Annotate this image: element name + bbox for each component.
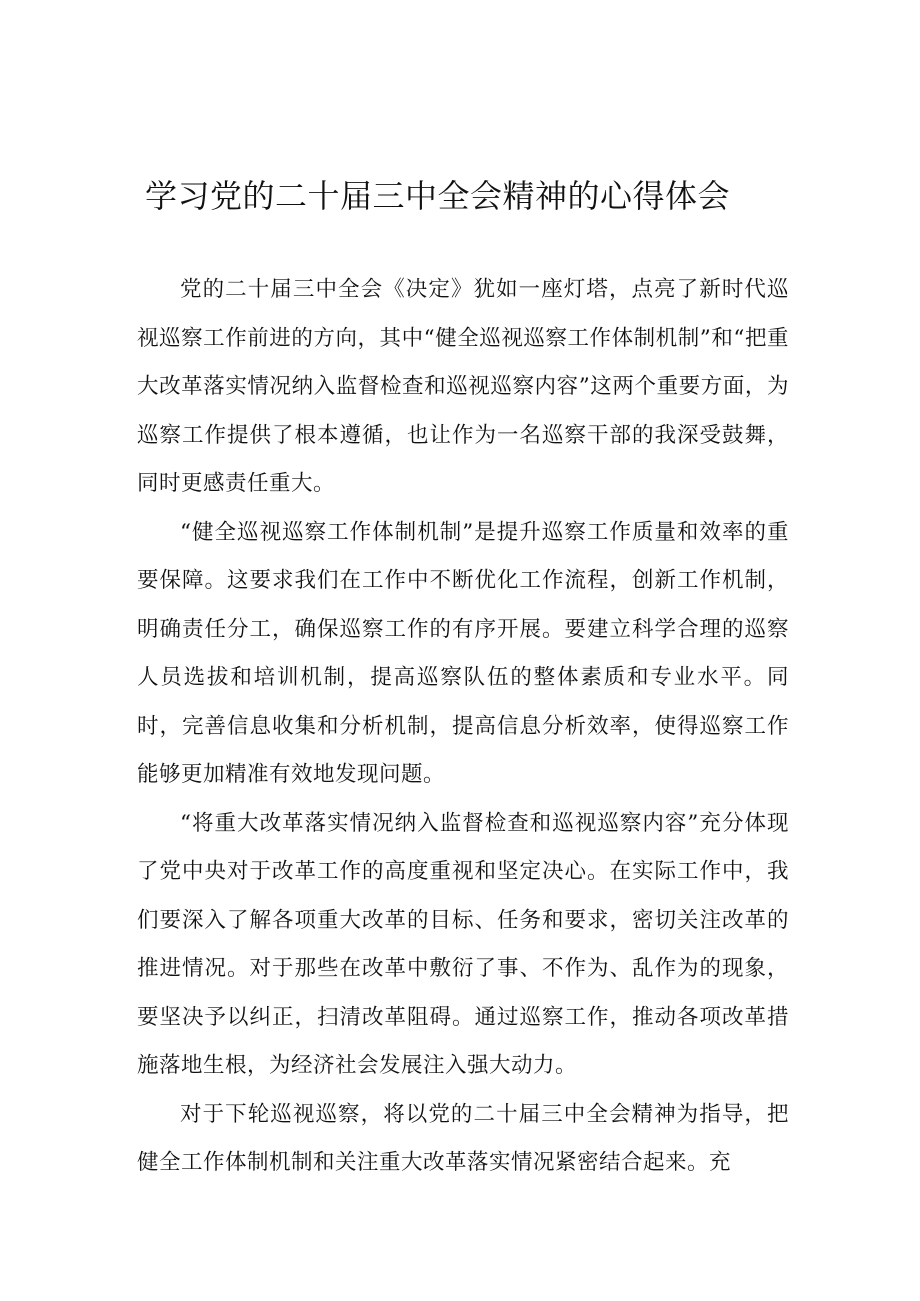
document-title: 学习党的二十届三中全会精神的心得体会	[145, 177, 731, 215]
paragraph-4: 对于下轮巡视巡察，将以党的二十届三中全会精神为指导，把健全工作体制机制和关注重大改革落实情况紧密结合起来。充	[137, 1101, 789, 1175]
paragraph-2: “健全巡视巡察工作体制机制”是提升巡察工作质量和效率的重要保障。这要求我们在工作中不断优化工作流程，创新工作机制，明确责任分工，确保巡察工作的有序开展。要建立科学合理的巡察人员选拔和培训机制，提高巡察队伍的整体素质和专业水平。同时，完善信息收集和分析机制，提高信息分析效率，使得巡察工作能够更加精准有效地发现问题。	[137, 519, 789, 787]
paragraph-3: “将重大改革落实情况纳入监督检查和巡视巡察内容”充分体现了党中央对于改革工作的高度重视和坚定决心。在实际工作中，我们要深入了解各项重大改革的目标、任务和要求，密切关注改革的推进情况。对于那些在改革中敷衍了事、不作为、乱作为的现象，要坚决予以纠正，扫清改革阻碍。通过巡察工作，推动各项改革措施落地生根，为经济社会发展注入强大动力。	[137, 810, 789, 1078]
paragraph-1: 党的二十届三中全会《决定》犹如一座灯塔，点亮了新时代巡视巡察工作前进的方向，其中“健全巡视巡察工作体制机制”和“把重大改革落实情况纳入监督检查和巡视巡察内容”这两个重要方面，为巡察工作提供了根本遵循，也让作为一名巡察干部的我深受鼓舞，同时更感责任重大。	[137, 277, 789, 496]
document-body	[137, 266, 789, 1188]
